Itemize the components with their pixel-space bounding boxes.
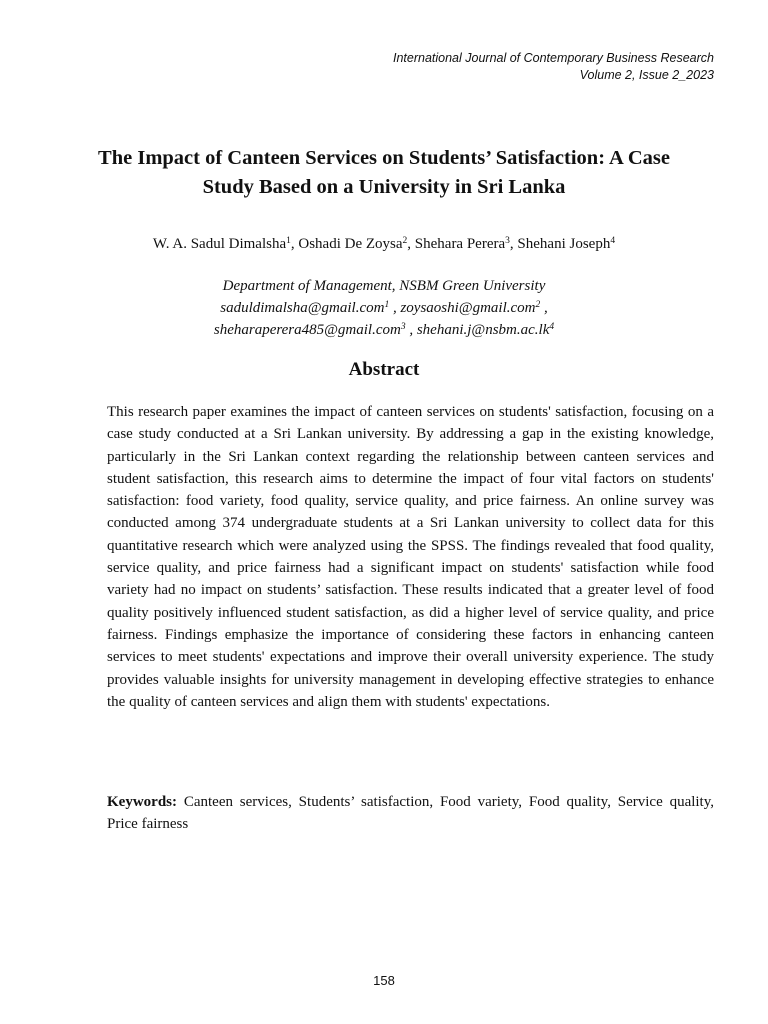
author-name: Shehani Joseph: [517, 236, 611, 252]
keywords: [107, 791, 714, 836]
author-list: W. A. Sadul Dimalsha$^1$, Oshadi De Zoysa$^2$, Shehara Perera$^3$, Shehani Joseph$^4$: [152, 236, 616, 252]
author-name: W. A. Sadul Dimalsha: [152, 236, 287, 252]
author-name: Shehara Perera: [414, 236, 506, 252]
department: Department of Management, NSBM Green University: [222, 278, 546, 294]
author-email: sheharaperera485@gmail.com: [213, 322, 401, 338]
author-affiliation-number: 2: [402, 236, 408, 246]
email-number: 4: [549, 322, 555, 332]
author-email: shehani.j@nsbm.ac.lk: [416, 322, 550, 338]
author-affiliation-number: 1: [286, 236, 291, 246]
journal-volume-issue: Volume 2, Issue 2_2023: [579, 68, 714, 82]
keywords-text: Canteen services, Students’ satisfaction, Food variety, Food quality, Service quality, Price fairness: [107, 794, 715, 833]
journal-header: [393, 50, 714, 84]
abstract-text: This research paper examines the impact of canteen services on students' satisfaction, focusing on a case study conducted at a Sri Lankan university. By addressing a gap in the existing knowledge, particularly in the Sri Lankan context regarding the relationship between canteen services and student satisfaction, this research aims to determine the impact of four vital factors on students' satisfaction: food variety, food quality, service quality, and price fairness. An online survey was conducted among 374 undergraduate students at a Sri Lankan university to collect data for this quantitative research which were analyzed using the SPSS. The findings revealed that food quality, service quality, and price fairness had a significant impact on students' satisfaction while food variety had no impact on students’ satisfaction. These results indicated that a greater level of food quality positively influenced student satisfaction, as did a higher level of service quality, and price fairness. Findings emphasize the importance of considering these factors in enhancing canteen services to meet students' expectations and improve their overall university experience. The study provides valuable insights for university management in developing effective strategies to enhance the quality of canteen services and align them with students' expectations.: [107, 404, 714, 710]
author-affiliation-number: 4: [610, 236, 616, 246]
abstract-heading: Abstract: [348, 359, 420, 380]
email-number: 1: [384, 300, 390, 310]
email-line-1: saduldimalsha@gmail.com$^1$ , zoysaoshi@gmail.com$^2$ ,: [220, 300, 548, 316]
email-number: 2: [535, 300, 541, 310]
page-number: 158: [373, 973, 395, 988]
journal-name: International Journal of Contemporary Business Research: [392, 51, 714, 65]
author-email: saduldimalsha@gmail.com: [220, 300, 385, 316]
affiliation-block: [60, 275, 708, 341]
email-line-2: sheharaperera485@gmail.com$^3$ , $shehani.j@nsbm.ac.lk^4$: [213, 322, 555, 338]
author-email: zoysaoshi@gmail.com: [400, 300, 536, 316]
email-number: 3: [400, 322, 406, 332]
keywords-label: Keywords:: [107, 794, 177, 810]
paper-title: The Impact of Canteen Services on Students’ Satisfaction: A Case Study Based on a University in Sri Lanka: [98, 147, 670, 198]
author-name: Oshadi De Zoysa: [298, 236, 403, 252]
author-affiliation-number: 3: [505, 236, 510, 246]
